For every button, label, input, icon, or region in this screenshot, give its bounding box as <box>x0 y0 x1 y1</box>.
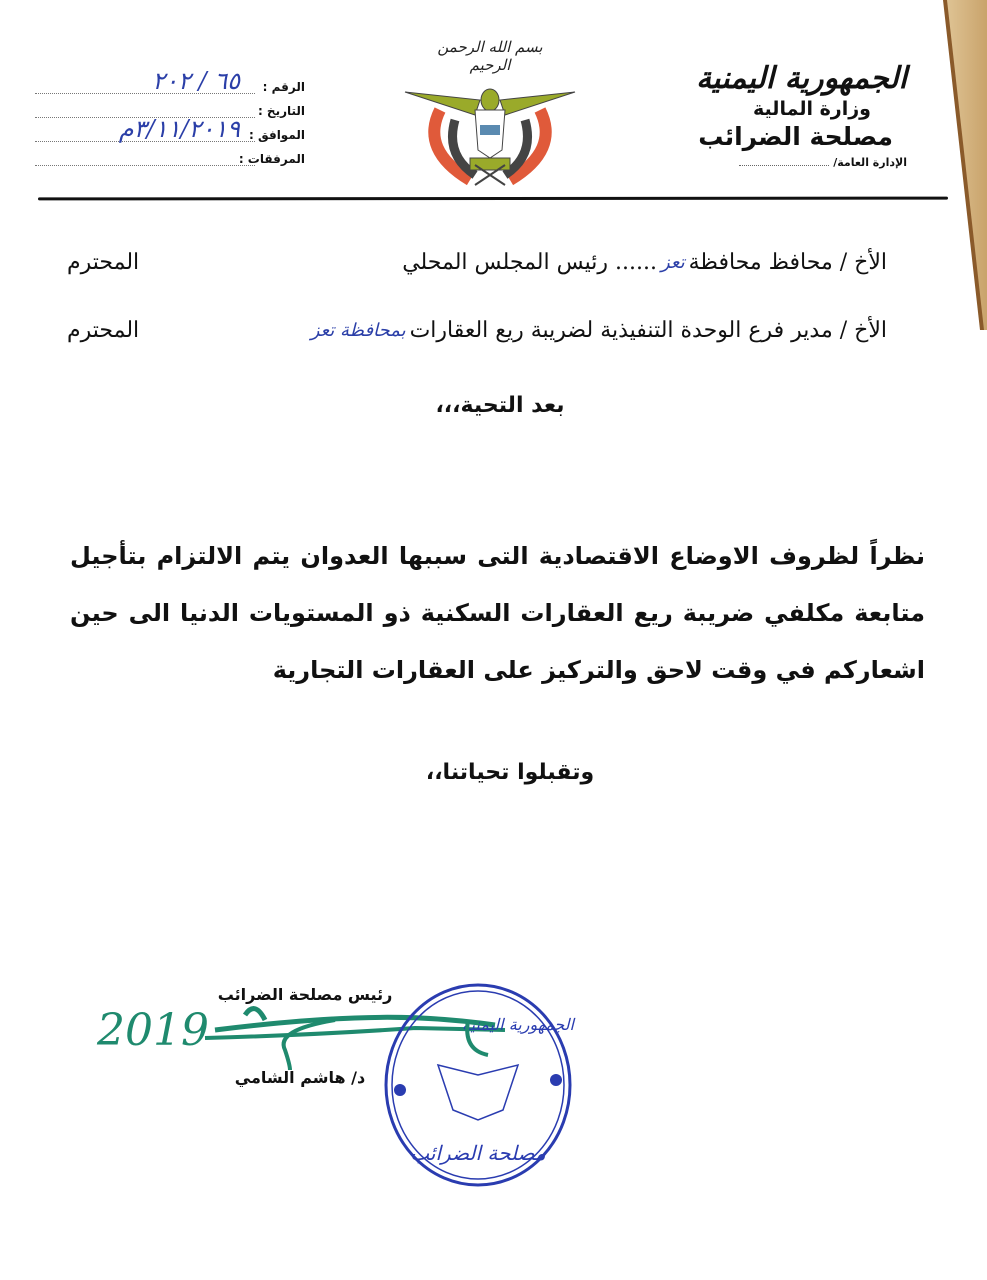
department-label: الإدارة العامة/ <box>833 156 907 169</box>
letterhead-right <box>667 62 907 169</box>
stamp-emblem-icon <box>438 1065 518 1120</box>
signature-year: 2019 <box>97 1005 209 1056</box>
meta-attachments: المرفقات : <box>30 142 305 166</box>
greeting: بعد التحية،،، <box>435 393 565 418</box>
stamp-top-text: الجمهورية اليمنية <box>461 1015 575 1034</box>
letter-meta <box>30 67 305 166</box>
letter-body: نظراً لظروف الاوضاع الاقتصادية التى سببها العدوان يتم الالتزام بتأجيل متابعة مكلفي ضريبة ريع العقارات السكنية ذو المستويات الدنيا الى حين اشعاركم في وقت لاحق والتركيز على العقارات التجارية <box>70 542 925 684</box>
meta-corresponding: الموافق : ٣/١١/٢٠١٩م <box>30 118 305 142</box>
emblem-ribbon <box>470 158 510 170</box>
department-dots <box>739 165 829 166</box>
authority-name: مصلحة الضرائب <box>698 122 893 151</box>
signatory-title: رئيس مصلحة الضرائب <box>217 985 393 1004</box>
signatory-name: د/ هاشم الشامي <box>234 1068 366 1087</box>
basmala: بسم الله الرحمن الرحيم <box>437 38 543 74</box>
addressee-1-handwritten: تعز <box>660 252 685 273</box>
addressee-2-handwritten: بمحافظة تعز <box>310 320 406 341</box>
number-handwritten: ٦٥ / ٢٠٢ <box>152 67 240 95</box>
meta-number: الرقم : ٦٥ / ٢٠٢ <box>30 70 305 94</box>
header-divider <box>38 197 948 201</box>
date-handwritten: ٣/١١/٢٠١٩م <box>118 115 240 143</box>
honorific: المحترم <box>67 250 140 275</box>
emblem-eagle-head <box>481 89 499 111</box>
ministry-name: وزارة المالية <box>753 98 871 120</box>
stamp-bottom-text: مصلحة الضرائب <box>410 1141 546 1165</box>
country-name: الجمهورية اليمنية <box>696 61 907 96</box>
official-stamp <box>378 980 578 1190</box>
department-line <box>667 156 907 169</box>
addressee-1: الأخ / محافظ محافظة تعز ...... رئيس المجلس المحلي المحترم <box>67 250 887 275</box>
emblem-shield-water <box>480 125 500 135</box>
emblem-icon <box>400 70 580 190</box>
closing: وتقبلوا تحياتنا،، <box>425 760 595 785</box>
meta-date: التاريخ : <box>30 94 305 118</box>
addressee-2: الأخ / مدير فرع الوحدة التنفيذية لضريبة ريع العقارات بمحافظة تعز المحترم <box>67 318 887 343</box>
honorific: المحترم <box>67 318 140 343</box>
